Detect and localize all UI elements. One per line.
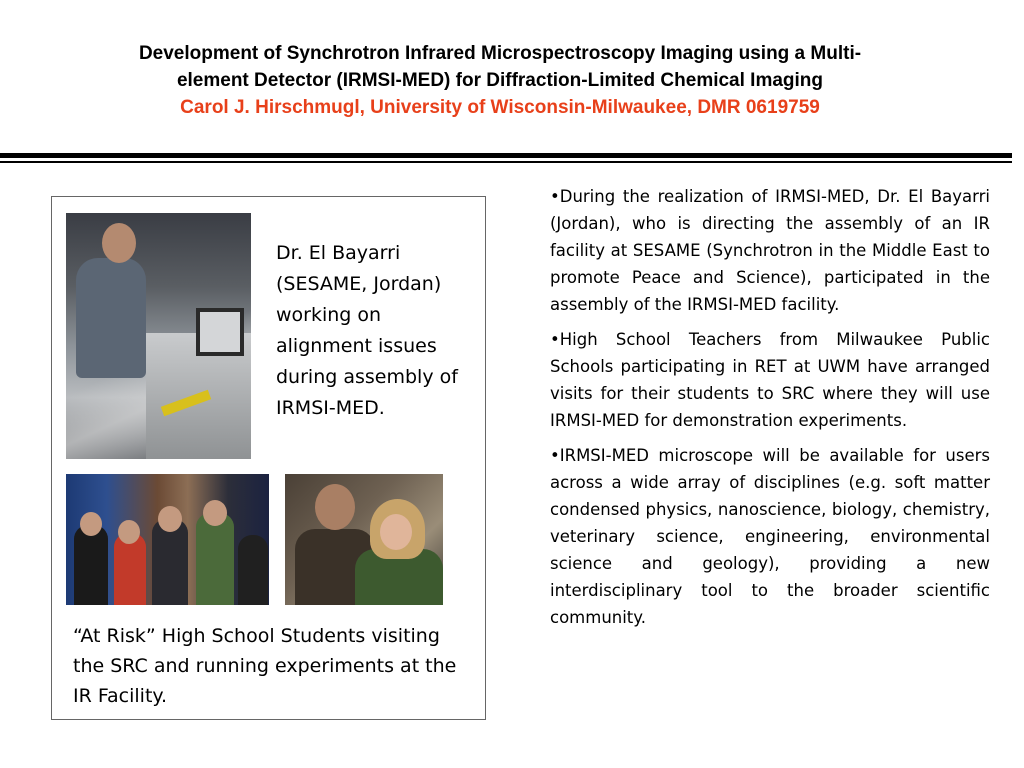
bullet-item: •During the realization of IRMSI-MED, Dr. El Bayarri (Jordan), who is directing the assembly of an IR facility at SESAME (Synchrotron in the Middle East to promote Peace and Science), participated in the assembly of the IRMSI-MED facility. [550, 187, 990, 314]
header-divider-thick [0, 153, 1012, 158]
slide-title [40, 40, 960, 121]
title-line-1: Development of Synchrotron Infrared Microspectroscopy Imaging using a Multi- [138, 43, 862, 64]
header-divider-thin [0, 161, 1012, 163]
bullet-item: •IRMSI-MED microscope will be available for users across a wide array of disciplines (e.g. soft matter condensed physics, nanoscience, biology, chemistry, veterinary science, engineering, environmental science and geology), providing a new interdisciplinary tool to the broader scientific community. [550, 446, 990, 627]
caption-researcher: Dr. El Bayarri (SESAME, Jordan) working on alignment issues during assembly of IRMSI-MED. [276, 242, 458, 419]
photo-researcher-lab [66, 213, 251, 459]
photo-students-group [66, 474, 269, 605]
bullet-item: •High School Teachers from Milwaukee Public Schools participating in RET at UWM have arranged visits for their students to SRC where they will use IRMSI-MED for demonstration experiments. [550, 330, 990, 430]
title-line-2: element Detector (IRMSI-MED) for Diffraction-Limited Chemical Imaging [176, 70, 824, 91]
author-line: Carol J. Hirschmugl, University of Wisconsin-Milwaukee, DMR 0619759 [180, 97, 820, 118]
photo-teacher-student [285, 474, 443, 605]
caption-students: “At Risk” High School Students visiting the SRC and running experiments at the IR Facility. [73, 625, 457, 707]
bullet-list [550, 183, 990, 639]
